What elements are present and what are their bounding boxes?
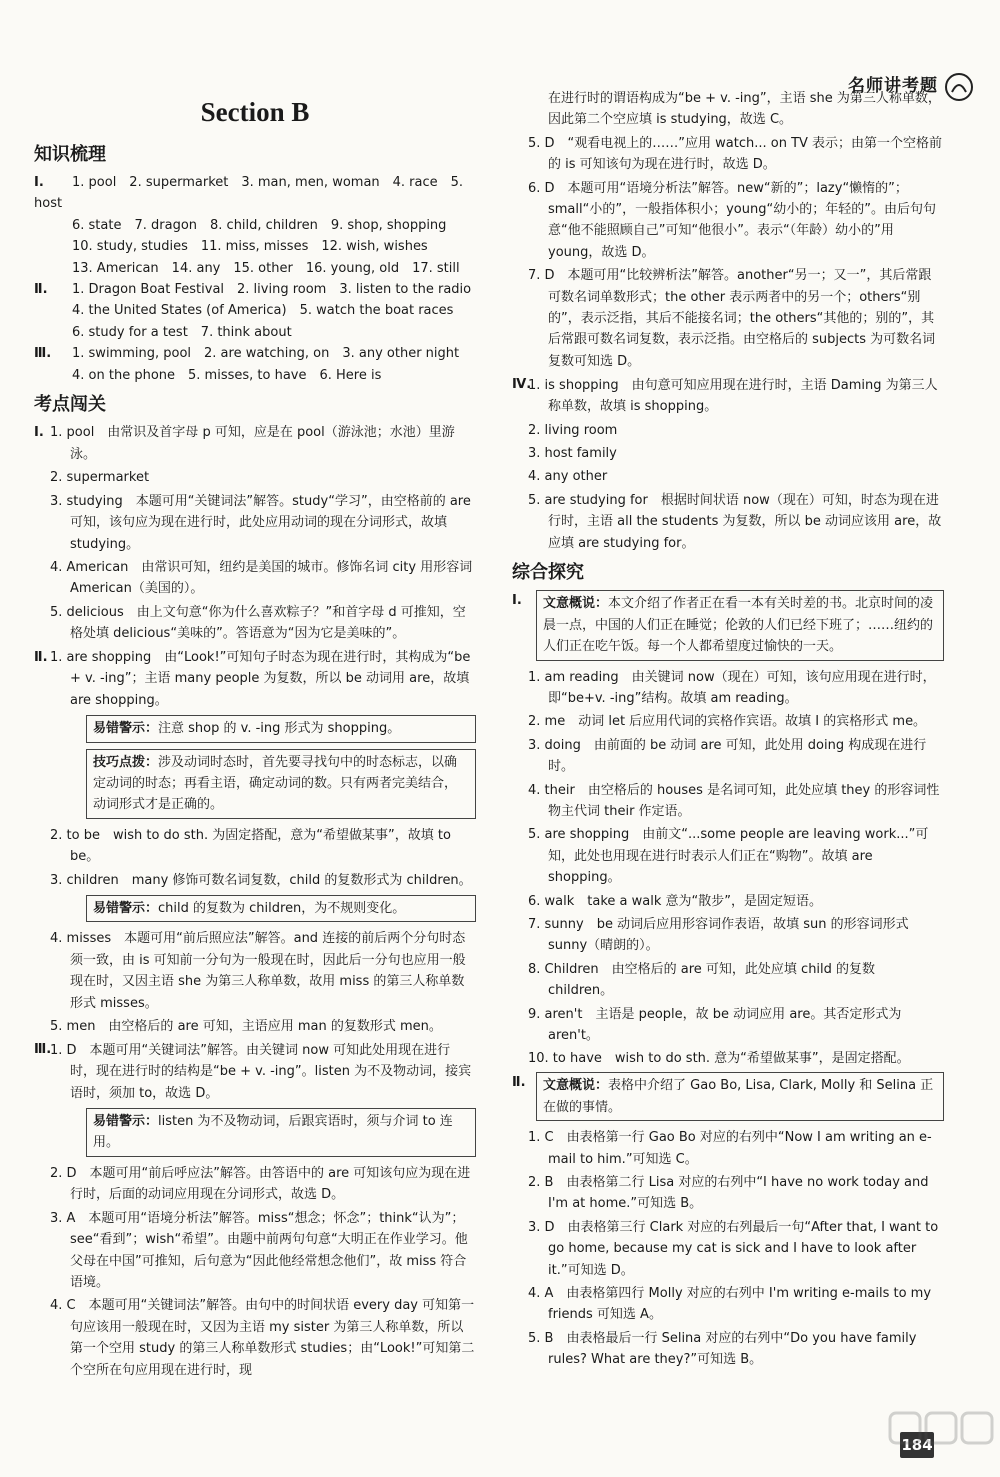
answer-item: 7. D 本题可用“比较辨析法”解答。another“另一；又一”，其后常跟可数名词单数形式；the other 表示两者中的另一个；others“别的”，表示泛指，其后不能接名词；the others“其他的；别的”，其后常跟可数名词复数，表示泛指。由空格后的 subjects 为可数名词复数可知选 D。 xyxy=(528,268,936,369)
checkpoint-group-2 xyxy=(34,647,476,1038)
answer-item: 5. delicious 由上文句意“你为什么喜欢粽子？”和首字母 d 可推知，空格处填 delicious“美味的”。答语意为“因为它是美味的”。 xyxy=(50,604,466,642)
watermark-icon xyxy=(886,1407,996,1473)
summary-box xyxy=(536,1072,944,1121)
roman-numeral: Ⅱ. xyxy=(34,649,48,665)
box-label: 易错警示： xyxy=(93,901,159,916)
heading-comprehensive: 综合探究 xyxy=(512,561,584,583)
answer-line: 10. study, studies 11. miss, misses 12. wish, wishes xyxy=(72,239,428,255)
answer-line: 1. swimming, pool 2. are watching, on 3. any other night xyxy=(72,346,460,362)
answer-continuation: 在进行时的谓语构成为“be + v. -ing”，主语 she 为第三人称单数，因此第二个空应填 is studying，故选 C。 xyxy=(548,91,941,128)
roman-numeral: Ⅱ. xyxy=(512,1074,526,1090)
box-text: listen 为不及物动词，后跟宾语时，须与介词 to 连用。 xyxy=(93,1114,453,1151)
knowledge-group-3 xyxy=(34,343,476,386)
answer-item: 4. A 由表格第四行 Molly 对应的右列中 I'm writing e-mails to my friends 可知选 A。 xyxy=(528,1285,932,1323)
answer-item: 5. D “观看电视上的……”应用 watch... on TV 表示；由第一个空格前的 is 可知该句为现在进行时，故选 D。 xyxy=(528,135,943,173)
box-label: 易错警示： xyxy=(93,1114,159,1130)
answer-item: 7. sunny be 动词后应用形容词作表语，故填 sun 的形容词形式 sunny（晴朗的）。 xyxy=(528,917,909,954)
answer-item: 2. me 动词 let 后应用代词的宾格作宾语。故填 I 的宾格形式 me。 xyxy=(528,714,927,730)
comprehensive-group-1 xyxy=(512,590,944,1070)
answer-line: 1. Dragon Boat Festival 2. living room 3. listen to the radio xyxy=(72,282,472,298)
roman-numeral: Ⅰ. xyxy=(512,592,522,608)
comprehensive-group-2 xyxy=(512,1072,944,1371)
answer-item: 2. living room xyxy=(528,422,618,438)
heading-knowledge: 知识梳理 xyxy=(34,144,106,165)
answer-item: 3. A 本题可用“语境分析法”解答。miss“想念；怀念”；think“认为”；see“看到”；wish“希望”。由题中前两句句意“大明正在作业学习。他父母在中国”可推知，后句意为“因此他经常想念他们”，故 miss 符合语境。 xyxy=(50,1210,468,1290)
summary-box xyxy=(536,590,944,660)
knowledge-group-2 xyxy=(34,279,476,343)
answer-item: 5. are studying for 根据时间状语 now（现在）可知，时态为现在进行时，主语 all the students 为复数，所以 be 动词应该用 are，故应填 are studying for。 xyxy=(528,492,942,551)
answer-line: 4. on the phone 5. misses, to have 6. Here is xyxy=(72,367,382,383)
box-text: child 的复数为 children，为不规则变化。 xyxy=(158,901,406,916)
answer-line: 6. state 7. dragon 8. child, children 9. shop, shopping xyxy=(72,217,447,233)
box-text: 本文介绍了作者正在看一本有关时差的书。北京时间的凌晨一点，中国的人们正在睡觉；伦敦的人们已经下班了；……纽约的人们正在吃午饭。每一个人都希望度过愉快的一天。 xyxy=(543,596,934,655)
left-column xyxy=(34,88,476,1383)
answer-item: 9. aren't 主语是 people，故 be 动词应用 are。其否定形式为 aren't。 xyxy=(528,1006,902,1044)
answer-item: 5. B 由表格最后一行 Selina 对应的右列中“Do you have family rules? What are they?”可知选 B。 xyxy=(528,1330,917,1368)
box-text: 表格中介绍了 Gao Bo, Lisa, Clark, Molly 和 Selina 正在做的事情。 xyxy=(543,1078,934,1115)
answer-item: 2. supermarket xyxy=(50,470,150,486)
right-column xyxy=(512,88,944,1373)
brand-logo-icon xyxy=(944,72,974,102)
checkpoint-group-3 xyxy=(34,1039,476,1381)
answer-item: 6. D 本题可用“语境分析法”解答。new“新的”；lazy“懒惰的”；small“小的”，一般指体积小；young“幼小的；年轻的”。由后句句意“他不能照顾自己”可知“他很小”。表示“（年龄）幼小的”用 young，故选 D。 xyxy=(528,180,936,260)
knowledge-group-1 xyxy=(34,172,476,279)
box-label: 文意概说： xyxy=(543,1078,609,1094)
heading-checkpoints: 考点闯关 xyxy=(34,394,106,416)
answer-item: 2. D 本题可用“前后呼应法”解答。由答语中的 are 可知该句应为现在进行时，后面的动词应用现在分词形式，故选 D。 xyxy=(50,1165,471,1203)
checkpoint-group-1 xyxy=(34,422,476,644)
answer-item: 5. men 由空格后的 are 可知，主语应用 man 的复数形式 men。 xyxy=(50,1019,442,1035)
answer-item: 4. any other xyxy=(528,469,608,485)
answer-item: 10. to have wish to do sth. 意为“希望做某事”，是固定搭配。 xyxy=(528,1051,910,1067)
answer-line: 13. American 14. any 15. other 16. young, old 17. still xyxy=(72,260,460,276)
answer-item: 3. children many 修饰可数名词复数，child 的复数形式为 children。 xyxy=(50,872,472,888)
answer-item: 1. is shopping 由句意可知应用现在进行时，主语 Daming 为第三人称单数，故填 is shopping。 xyxy=(528,377,938,415)
answer-item: 5. are shopping 由前文“...some people are leaving work...”可知，此处也用现在进行时表示人们正在“购物”。故填 are shopping。 xyxy=(528,827,929,886)
answer-item: 1. D 本题可用“关键词法”解答。由关键词 now 可知此处用现在进行时，现在进行时的结构是“be + v. -ing”。listen 为不及物动词，接宾语时，须加 to，故选 D。 xyxy=(50,1042,472,1101)
roman-numeral: Ⅲ. xyxy=(34,346,52,362)
warning-box xyxy=(86,1108,476,1157)
answer-line: 1. pool 2. supermarket 3. man, men, woman 4. race 5. host xyxy=(34,175,464,212)
answer-item: 3. studying 本题可用“关键词法”解答。study“学习”，由空格前的 are 可知，该句应为现在进行时，此处应用动词的现在分词形式，故填 studying。 xyxy=(50,493,471,552)
answer-item: 2. B 由表格第二行 Lisa 对应的右列中“I have no work today and I'm at home.”可知选 B。 xyxy=(528,1174,929,1212)
roman-numeral: Ⅲ. xyxy=(34,1042,52,1058)
answer-item: 3. host family xyxy=(528,445,617,461)
answer-line: 6. study for a test 7. think about xyxy=(72,324,292,340)
box-text: 涉及动词时态时，首先要寻找句中的时态标志，以确定动词的时态；再看主语，确定动词的数。只有两者完美结合，动词形式才是正确的。 xyxy=(93,754,458,813)
answer-item: 1. are shopping 由“Look!”可知句子时态为现在进行时，其构成为“be + v. -ing”；主语 many people 为复数，所以 be 动词用 are，故填 are shopping。 xyxy=(50,649,471,708)
box-label: 技巧点拨： xyxy=(93,754,159,770)
warning-box xyxy=(86,715,476,742)
checkpoint-group-4 xyxy=(512,374,944,554)
answer-item: 6. walk take a walk 意为“散步”，是固定短语。 xyxy=(528,893,822,909)
box-label: 文意概说： xyxy=(543,596,609,612)
answer-line: 4. the United States (of America) 5. watch the boat races xyxy=(72,303,454,319)
roman-numeral: Ⅳ. xyxy=(512,377,532,393)
box-label: 易错警示： xyxy=(93,721,159,737)
answer-item: 4. C 本题可用“关键词法”解答。由句中的时间状语 every day 可知第一句应该用一般现在时，又因为主语 my sister 为第三人称单数，所以第一个空用 study 的第三人称单数形式 studies；由“Look!”可知第二个空所在句应用现在进行时，现 xyxy=(50,1298,475,1378)
tip-box xyxy=(86,749,476,819)
brand-title: 名师讲考题 xyxy=(848,76,938,96)
box-text: 注意 shop 的 v. -ing 形式为 shopping。 xyxy=(158,721,401,737)
answer-item: 1. am reading 由关键词 now（现在）可知，该句应用现在进行时，即“be+v. -ing”结构。故填 am reading。 xyxy=(528,669,936,706)
page-number: 184 xyxy=(900,1432,934,1458)
answer-item: 1. pool 由常识及首字母 p 可知，应是在 pool（游泳池；水池）里游泳。 xyxy=(50,425,455,462)
answer-item: 3. D 由表格第三行 Clark 对应的右列最后一句“After that, I want to go home, because my cat is sick and I have to look after it.”可知选 D。 xyxy=(528,1219,939,1278)
roman-numeral: Ⅱ. xyxy=(34,282,48,298)
roman-numeral: Ⅰ. xyxy=(34,425,44,441)
answer-item: 4. misses 本题可用“前后照应法”解答。and 连接的前后两个分句时态须一致，由 is 可知前一分句为一般现在时，因此后一分句也应用一般现在时，又因主语 she 为第三人称单数，故用 miss 的第三人称单数形式 misses。 xyxy=(50,931,466,1011)
answer-item: 4. their 由空格后的 houses 是名词可知，此处应填 they 的形容词性物主代词 their 作定语。 xyxy=(528,782,940,819)
answer-item: 4. American 由常识可知，纽约是美国的城市。修饰名词 city 用形容词 American（美国的）。 xyxy=(50,559,473,597)
section-title: Section B xyxy=(200,97,310,127)
answer-item: 1. C 由表格第一行 Gao Bo 对应的右列中“Now I am writing an e-mail to him.”可知选 C。 xyxy=(528,1130,932,1167)
answer-item: 3. doing 由前面的 be 动词 are 可知，此处用 doing 构成现在进行时。 xyxy=(528,737,927,775)
warning-box xyxy=(86,895,476,922)
roman-numeral: Ⅰ. xyxy=(34,175,44,190)
answer-item: 8. Children 由空格后的 are 可知，此处应填 child 的复数 children。 xyxy=(528,961,876,999)
answer-item: 2. to be wish to do sth. 为固定搭配，意为“希望做某事”，故填 to be。 xyxy=(50,827,451,865)
